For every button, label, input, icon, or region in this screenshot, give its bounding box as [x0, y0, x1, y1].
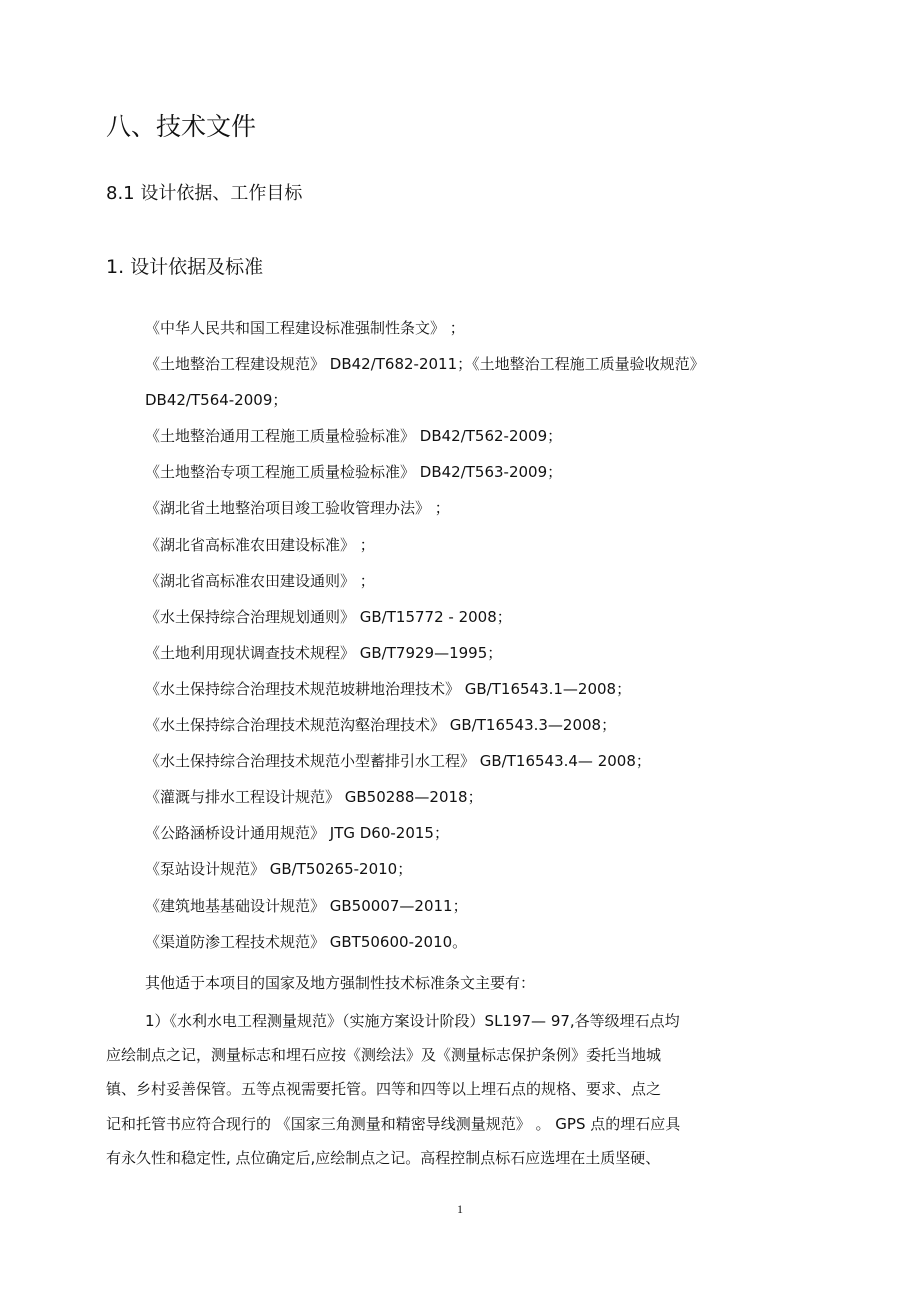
reference-item: 《水土保持综合治理规划通则》 GB/T15772 - 2008；	[145, 607, 512, 626]
reference-item: 《渠道防渗工程技术规范》 GBT50600-2010。	[145, 932, 468, 951]
reference-item: 《建筑地基基础设计规范》 GB50007—2011；	[145, 896, 468, 915]
reference-item: DB42/T564-2009；	[145, 391, 288, 410]
section-title: 8.1 设计依据、工作目标	[106, 183, 303, 204]
reference-item: 《土地整治通用工程施工质量检验标准》 DB42/T562-2009；	[145, 427, 563, 446]
subsection-title: 1. 设计依据及标准	[106, 256, 264, 278]
reference-item: 《湖北省高标准农田建设标准》 ；	[145, 535, 375, 554]
reference-item: 《水土保持综合治理技术规范沟壑治理技术》 GB/T16543.3—2008；	[145, 716, 617, 735]
paragraph-line: 有永久性和稳定性, 点位确定后,应绘制点之记。高程控制点标石应选埋在土质坚硬、	[106, 1148, 661, 1167]
reference-item: 《灌溉与排水工程设计规范》 GB50288—2018；	[145, 788, 483, 807]
reference-item: 《中华人民共和国工程建设标准强制性条文》 ；	[145, 319, 465, 337]
paragraph-line: 应绘制点之记，测量标志和埋石应按《测绘法》及《测量标志保护条例》委托当地城	[106, 1046, 662, 1065]
reference-item: 《湖北省土地整治项目竣工验收管理办法》 ；	[145, 499, 450, 518]
reference-item: 《水土保持综合治理技术规范小型蓄排引水工程》 GB/T16543.4— 2008；	[145, 752, 651, 771]
paragraph-line: 镇、乡村妥善保管。五等点视需要托管。四等和四等以上埋石点的规格、要求、点之	[106, 1080, 662, 1099]
reference-list	[145, 310, 785, 960]
body-paragraph	[106, 1004, 746, 1175]
paragraph-line: 记和托管书应符合现行的 《国家三角测量和精密导线测量规范》 。 GPS 点的埋石应具	[106, 1114, 681, 1133]
reference-item: 《水土保持综合治理技术规范坡耕地治理技术》 GB/T16543.1—2008；	[145, 679, 632, 698]
reference-item: 《土地整治专项工程施工质量检验标准》 DB42/T563-2009；	[145, 463, 563, 482]
reference-item: 《湖北省高标准农田建设通则》 ；	[145, 571, 375, 590]
reference-item: 《公路涵桥设计通用规范》 JTG D60-2015；	[145, 824, 449, 843]
page-number: 1	[457, 1202, 463, 1216]
reference-item: 《土地利用现状调查技术规程》 GB/T7929—1995；	[145, 643, 503, 662]
reference-item: 《土地整治工程建设规范》 DB42/T682-2011；《土地整治工程施工质量验收规范》	[145, 355, 705, 374]
reference-item: 《泵站设计规范》 GB/T50265-2010；	[145, 860, 413, 879]
paragraph-line: 1）《水利水电工程测量规范》（实施方案设计阶段）SL197— 97,各等级埋石点均	[145, 1012, 680, 1030]
chapter-title: 八、技术文件	[106, 112, 257, 141]
intro-line: 其他适于本项目的国家及地方强制性技术标准条文主要有：	[145, 974, 536, 992]
